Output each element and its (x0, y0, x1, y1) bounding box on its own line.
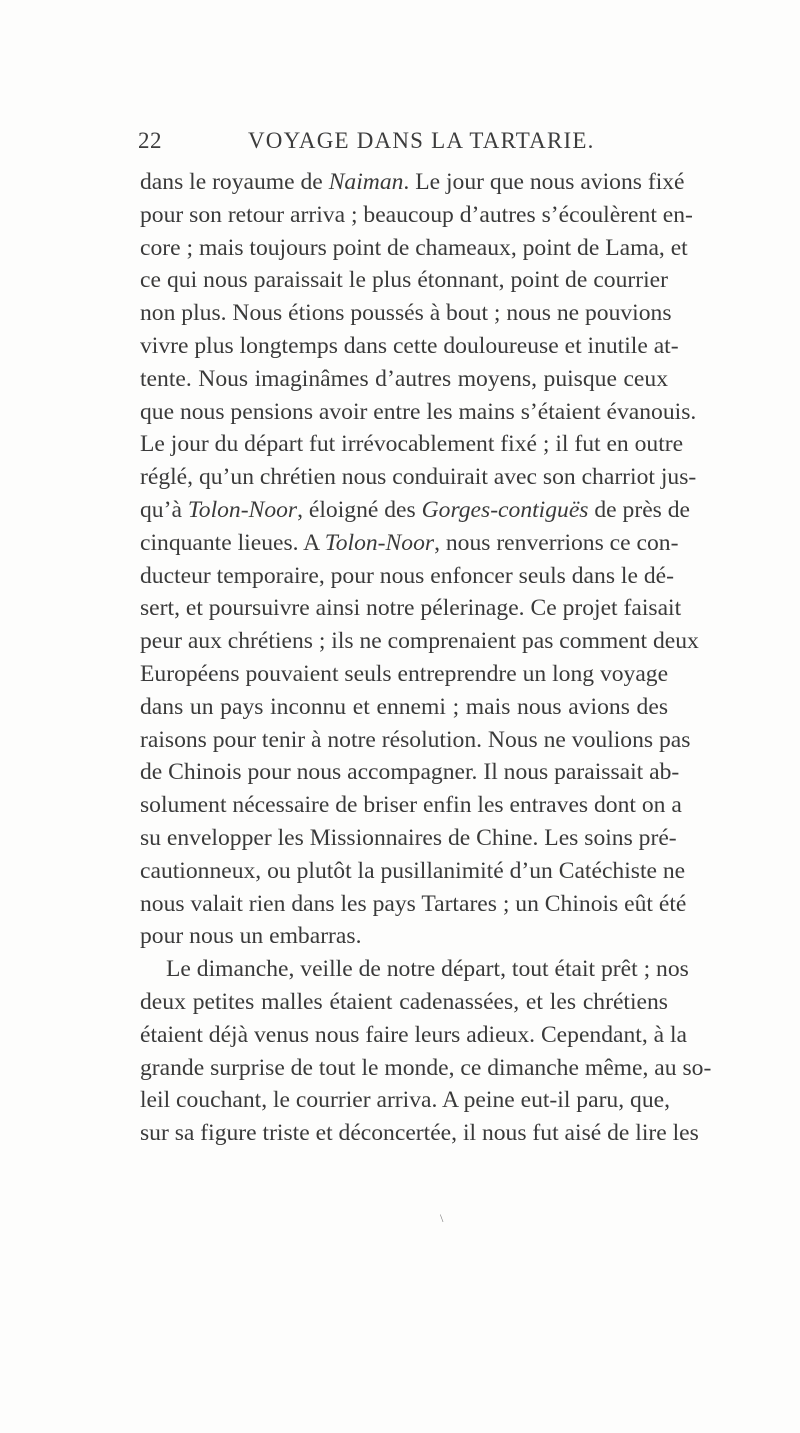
text-segment: réglé, qu’un chrétien nous conduirait avec son charriot jus- (140, 464, 697, 491)
text-line (140, 789, 682, 822)
text-segment: ducteur temporaire, pour nous enfoncer seuls dans le dé- (140, 562, 674, 589)
text-segment: , nous renverrions ce con- (434, 529, 679, 556)
text-segment: raisons pour tenir à notre résolution. Nous ne voulions pas (140, 726, 691, 753)
body-text (140, 166, 712, 1150)
text-line (140, 527, 679, 560)
text-segment: que nous pensions avoir entre les mains s’étaient évanouis. (140, 398, 697, 425)
text-segment: pour nous un embarras. (140, 923, 362, 950)
text-segment: . Le jour que nous avions fixé (403, 169, 685, 195)
text-segment: peur aux chrétiens ; ils ne comprenaient pas comment deux (140, 628, 699, 655)
text-segment: Le jour du départ fut irrévocablement fixé ; il fut en outre (140, 431, 684, 458)
text-line (140, 461, 697, 494)
italic-place-name: Gorges-contiguës (421, 496, 589, 523)
page-header (138, 128, 668, 158)
text-line (140, 1117, 699, 1150)
text-line (140, 560, 674, 593)
footer-mark: \ (440, 1211, 444, 1225)
text-line (140, 953, 689, 986)
text-line (140, 724, 691, 757)
text-segment: de près de (588, 496, 691, 523)
text-line (140, 428, 684, 461)
text-segment: grande surprise de tout le monde, ce dimanche même, au so- (140, 1054, 712, 1081)
text-segment: dans un pays inconnu et ennemi ; mais nous avions des (140, 693, 668, 720)
text-segment: qu’à (140, 496, 188, 523)
text-line (140, 625, 699, 658)
text-segment: cinquante lieues. A (140, 529, 325, 556)
text-segment: Européens pouvaient seuls entreprendre un long voyage (140, 660, 669, 687)
text-line (140, 232, 688, 265)
text-segment: Le dimanche, veille de notre départ, tout était prêt ; nos (166, 956, 689, 983)
text-line (140, 1052, 712, 1085)
text-segment: , éloigné des (297, 496, 422, 523)
text-segment: solument nécessaire de briser enfin les entraves dont on a (140, 792, 682, 819)
text-segment: su envelopper les Missionnaires de Chine. Les soins pré- (140, 824, 677, 851)
text-line (140, 920, 668, 953)
text-segment: ce qui nous paraissait le plus étonnant, point de courrier (140, 267, 668, 294)
text-segment: pour son retour arriva ; beaucoup d’autres s’écoulèrent en- (140, 201, 693, 228)
running-title: VOYAGE DANS LA TARTARIE. (248, 128, 595, 153)
text-segment: sur sa figure triste et déconcertée, il nous fut aisé de lire les (140, 1120, 699, 1147)
text-line (140, 494, 691, 527)
text-segment: dans le royaume de (140, 169, 329, 195)
text-line (140, 396, 697, 429)
text-line (140, 592, 682, 625)
text-line (140, 363, 668, 396)
text-segment: core ; mais toujours point de chameaux, point de Lama, et (140, 234, 688, 261)
text-segment: tente. Nous imaginâmes d’autres moyens, puisque ceux (140, 365, 668, 392)
text-line (140, 264, 668, 297)
text-line (140, 1019, 688, 1052)
text-line (140, 888, 687, 921)
text-segment: vivre plus longtemps dans cette douloureuse et inutile at- (140, 332, 679, 359)
italic-place-name: Naiman (328, 169, 404, 195)
text-line (140, 822, 677, 855)
italic-place-name: Tolon-Noor (324, 529, 435, 556)
italic-place-name: Tolon-Noor (187, 496, 298, 523)
text-line (140, 658, 668, 691)
text-line (140, 1084, 668, 1117)
page-number: 22 (138, 128, 162, 153)
text-line (140, 330, 679, 363)
text-segment: nous valait rien dans les pays Tartares ; un Chinois eût été (140, 890, 687, 917)
text-line (140, 756, 680, 789)
text-segment: deux petites malles étaient cadenassées, et les chrétiens (140, 988, 668, 1015)
text-segment: non plus. Nous étions poussés à bout ; nous ne pouvions (140, 300, 672, 327)
text-line (140, 199, 693, 232)
text-segment: de Chinois pour nous accompagner. Il nous paraissait ab- (140, 759, 680, 786)
text-segment: cautionneux, ou plutôt la pusillanimité d’un Catéchiste ne (140, 857, 686, 884)
text-line (140, 166, 685, 199)
text-line (140, 986, 668, 1019)
text-segment: étaient déjà venus nous faire leurs adieux. Cependant, à la (140, 1021, 688, 1048)
text-line (140, 297, 672, 330)
text-segment: leil couchant, le courrier arriva. A peine eut-il paru, que, (140, 1087, 670, 1114)
text-line (140, 691, 668, 724)
text-segment: sert, et poursuivre ainsi notre pélerinage. Ce projet faisait (140, 595, 682, 622)
text-line (140, 855, 686, 888)
